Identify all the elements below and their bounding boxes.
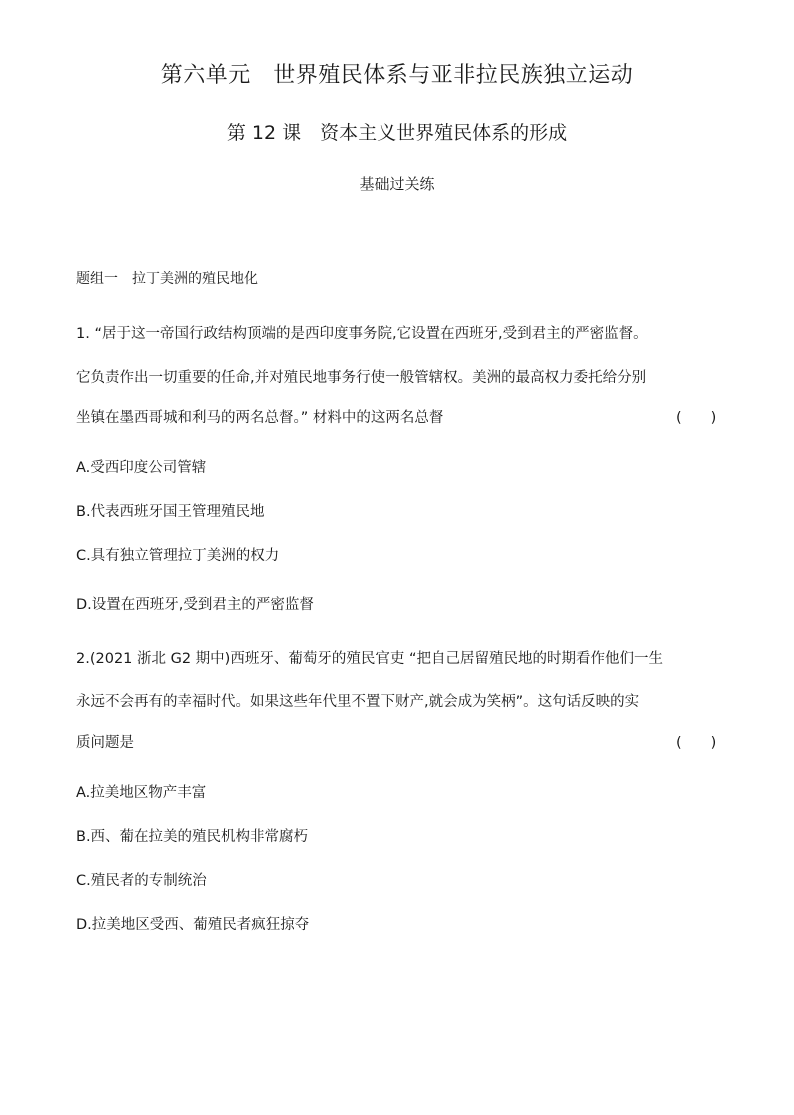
question-2-line-2: 永远不会再有的幸福时代。如果这些年代里不置下财产,就会成为笑柄”。这句话反映的实 [76,694,640,710]
question-2-option-c: C.殖民者的专制统治 [76,873,207,889]
question-2-option-d: D.拉美地区受西、葡殖民者疯狂掠夺 [76,917,310,933]
question-1-option-c: C.具有独立管理拉丁美洲的权力 [76,548,280,564]
question-1-line-2: 它负责作出一切重要的任命,并对殖民地事务行使一般管辖权。美洲的最高权力委托给分别 [76,370,647,386]
question-2-option-b: B.西、葡在拉美的殖民机构非常腐朽 [76,829,309,845]
question-1-line-3: 坐镇在墨西哥城和利马的两名总督。” 材料中的这两名总督 [76,410,444,426]
question-2-option-a: A.拉美地区物产丰富 [76,785,207,801]
question-2-answer-bracket: ( ) [676,735,717,751]
unit-title: 第六单元 世界殖民体系与亚非拉民族独立运动 [160,63,634,88]
section-title: 基础过关练 [359,175,435,193]
question-1-line-1: 1. “居于这一帝国行政结构顶端的是西印度事务院,它设置在西班牙,受到君主的严密监督。 [76,326,648,342]
question-1-option-d: D.设置在西班牙,受到君主的严密监督 [76,597,314,613]
question-2-line-3: 质问题是 [76,735,134,751]
question-group-title: 题组一 拉丁美洲的殖民地化 [76,271,258,287]
question-1-answer-bracket: ( ) [676,410,717,426]
question-1-option-a: A.受西印度公司管辖 [76,460,207,476]
question-2-line-1: 2.(2021 浙北 G2 期中)西班牙、葡萄牙的殖民官吏 “把自己居留殖民地的时期看作他们一生 [76,651,663,667]
question-1-option-b: B.代表西班牙国王管理殖民地 [76,504,265,520]
lesson-title: 第 12 课 资本主义世界殖民体系的形成 [226,122,568,144]
